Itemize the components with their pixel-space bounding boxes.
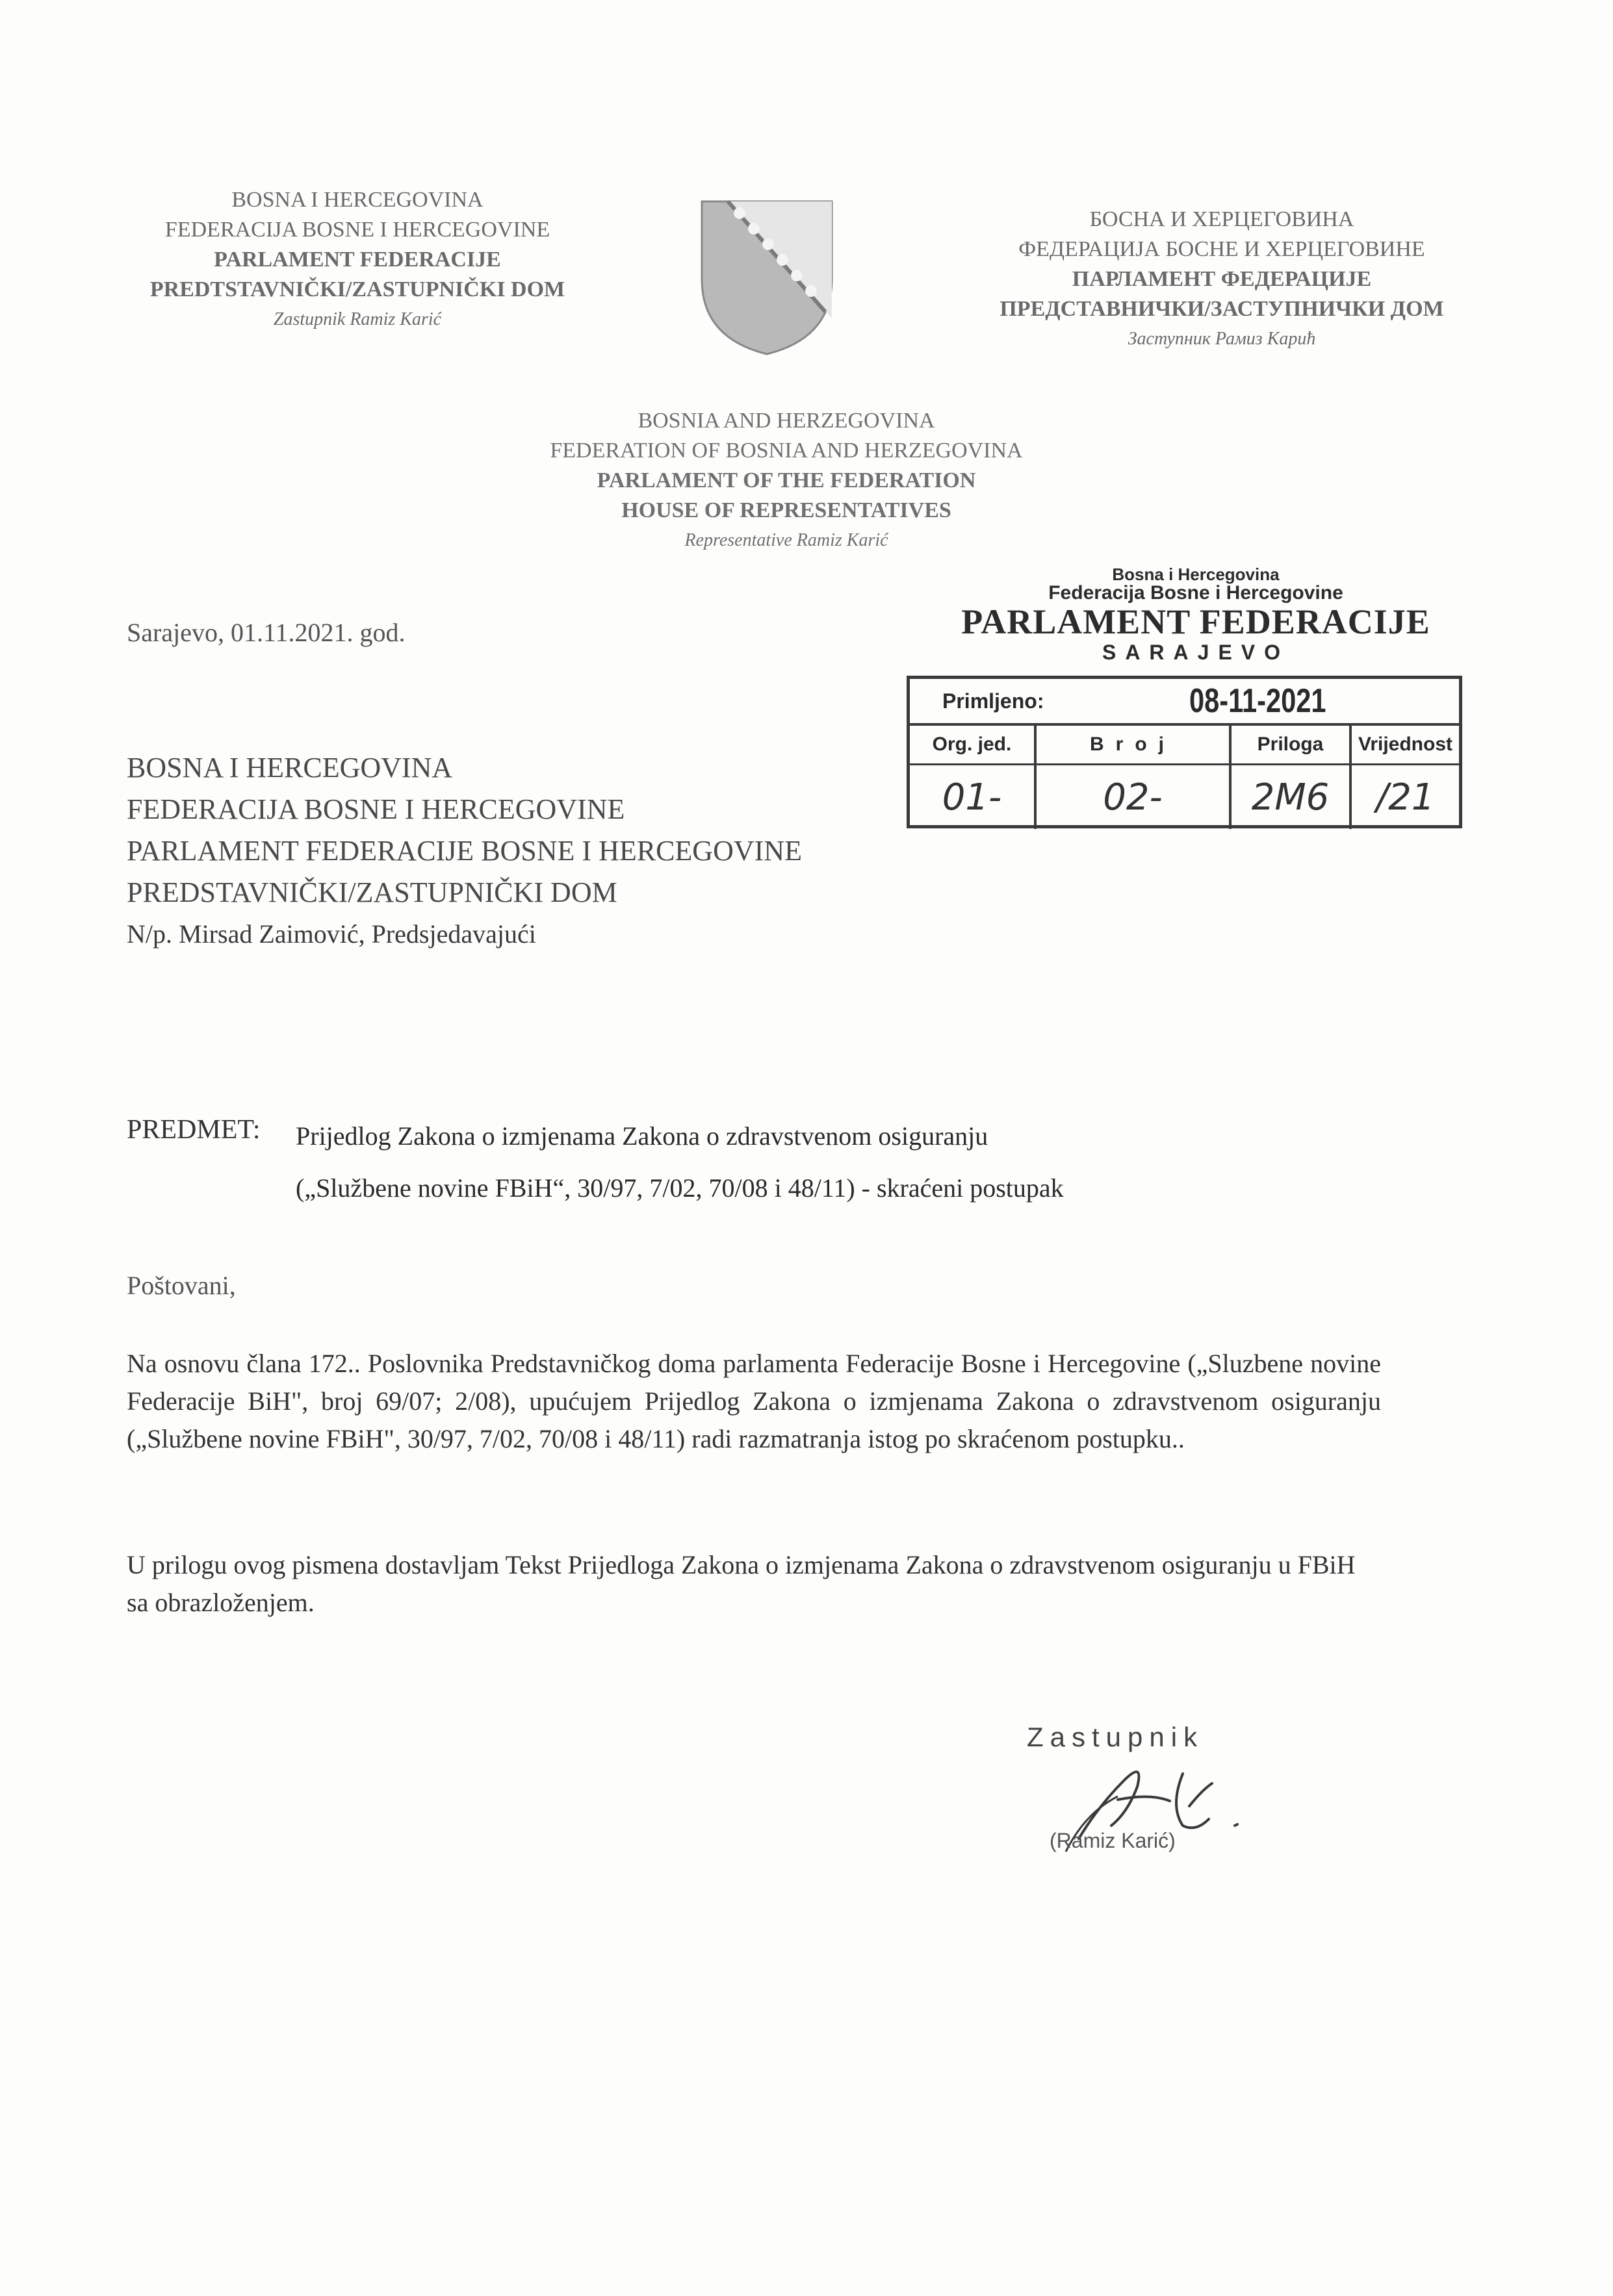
stamp-col-broj: Broj — [1037, 726, 1232, 763]
stamp-val-org: 01- — [910, 765, 1037, 829]
header-cy-line2: ФЕДЕРАЦИЈА БОСНЕ И ХЕРЦЕГОВИНЕ — [1018, 237, 1425, 261]
header-bs-line4: PREDTSTAVNIČKI/ZASTUPNIČKI DOM — [149, 277, 565, 301]
signature-title: Zastupnik — [1027, 1722, 1204, 1752]
header-en-line1: BOSNIA AND HERZEGOVINA — [638, 409, 935, 433]
header-bs-line2: FEDERACIJA BOSNE I HERCEGOVINE — [164, 218, 550, 242]
header-cyrillic — [936, 205, 1508, 354]
stamp-val-broj: 02- — [1037, 765, 1232, 829]
stamp-received-label: Primljeno: — [942, 689, 1044, 713]
stamp-header-row — [910, 726, 1459, 765]
signature-name: (Ramiz Karić) — [1050, 1829, 1176, 1852]
receipt-stamp-header — [936, 565, 1456, 664]
header-en-line3: PARLAMENT OF THE FEDERATION — [597, 468, 976, 492]
header-en-line5: Representative Ramiz Karić — [684, 530, 888, 550]
recipient-address — [127, 747, 802, 955]
header-en-line2: FEDERATION OF BOSNIA AND HERZEGOVINA — [550, 439, 1023, 463]
recipient-line1: BOSNA I HERCEGOVINA — [127, 752, 453, 784]
stamp-line2: Federacija Bosne i Hercegovine — [1048, 582, 1343, 604]
receipt-stamp-box — [907, 676, 1462, 828]
header-english — [494, 406, 1079, 555]
stamp-col-org: Org. jed. — [910, 726, 1037, 763]
header-bs-line1: BOSNA I HERCEGOVINA — [231, 188, 484, 212]
greeting: Poštovani, — [127, 1271, 236, 1300]
stamp-received-date: 08-11-2021 — [1189, 682, 1326, 720]
recipient-line4: PREDSTAVNIČKI/ZASTUPNIČKI DOM — [127, 876, 617, 908]
stamp-value-row — [910, 765, 1459, 829]
header-bs-line5: Zastupnik Ramiz Karić — [273, 309, 442, 329]
date-line: Sarajevo, 01.11.2021. god. — [127, 618, 406, 647]
header-cy-line5: Заступник Рамиз Карић — [1128, 329, 1316, 349]
recipient-line5: N/p. Mirsad Zaimović, Predsjedavajući — [127, 919, 536, 949]
subject-line1: Prijedlog Zakona o izmjenama Zakona o zdravstvenom osiguranju — [296, 1121, 988, 1151]
header-cy-line1: БОСНА И ХЕРЦЕГОВИНА — [1089, 207, 1354, 231]
header-bs-line3: PARLAMENT FEDERACIJE — [214, 248, 501, 272]
subject-label: PREDMET: — [127, 1115, 261, 1145]
stamp-col-vrijednost: Vrijednost — [1358, 733, 1453, 755]
coat-of-arms-icon — [689, 188, 845, 357]
header-cy-line3: ПАРЛАМЕНТ ФЕДЕРАЦИЈЕ — [1072, 267, 1372, 291]
stamp-line3: PARLAMENT FEDERACIJE — [961, 602, 1430, 641]
recipient-line2: FEDERACIJA BOSNE I HERCEGOVINE — [127, 793, 625, 825]
stamp-line4: SARAJEVO — [1102, 641, 1290, 664]
stamp-val-priloga: 2M6 — [1232, 765, 1352, 829]
body-paragraph-2: U prilogu ovog pismena dostavljam Tekst Prijedloga Zakona o izmjenama Zakona o zdravstvenom osiguranju u FBiH sa obrazloženjem. — [127, 1550, 1356, 1617]
subject-line2: („Službene novine FBiH“, 30/97, 7/02, 70/08 i 48/11) - skraćeni postupak — [296, 1173, 1064, 1203]
header-en-line4: HOUSE OF REPRESENTATIVES — [621, 498, 951, 522]
recipient-line3: PARLAMENT FEDERACIJE BOSNE I HERCEGOVINE — [127, 835, 802, 867]
header-cy-line4: ПРЕДСТАВНИЧКИ/ЗАСТУПНИЧКИ ДОМ — [1000, 297, 1444, 321]
stamp-line1: Bosna i Hercegovina — [1112, 565, 1280, 584]
stamp-received-row — [910, 679, 1459, 726]
body-paragraph-1: Na osnovu člana 172.. Poslovnika Predstavničkog doma parlamenta Federacije Bosne i Hercegovine („Sluzbene novine Federacije BiH", broj 69/07; 2/08), upućujem Prijedlog Zakona o izmjenama Zakona o zdravstvenom osiguranju („Službene novine FBiH", 30/97, 7/02, 70/08 i 48/11) radi razmatranja istog po skraćenom postupku.. — [127, 1349, 1381, 1453]
header-bosnian — [97, 185, 617, 335]
stamp-val-vrijednost: /21 — [1376, 776, 1435, 819]
stamp-col-priloga: Priloga — [1232, 726, 1352, 763]
